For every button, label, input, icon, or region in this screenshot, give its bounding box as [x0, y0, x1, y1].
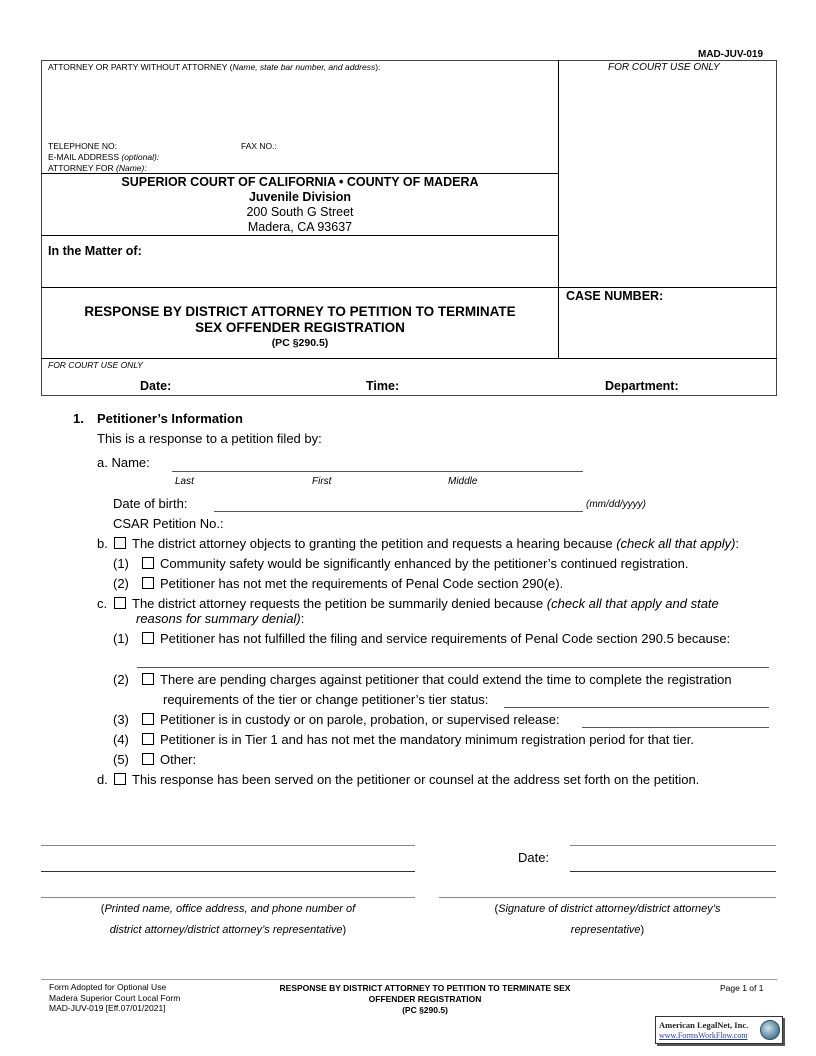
- sig-left-line-3[interactable]: [41, 897, 415, 898]
- item-c4-checkbox[interactable]: [142, 733, 154, 745]
- attorney-for-label: ATTORNEY FOR (Name):: [48, 163, 147, 173]
- title-block: [41, 304, 559, 350]
- item-c4-number: (4): [113, 732, 129, 747]
- item-b1-number: (1): [113, 556, 129, 571]
- item-d-letter: d.: [97, 772, 108, 787]
- form-id: MAD-JUV-019: [698, 49, 764, 60]
- legalnet-logo[interactable]: [655, 1016, 783, 1044]
- item-c1-checkbox[interactable]: [142, 632, 154, 644]
- footer-adopted: Form Adopted for Optional Use: [49, 982, 167, 992]
- name-middle-caption: Middle: [448, 476, 478, 487]
- sig-left-caption: (Printed name, office address, and phone number of district attorney/district attorney’s representative): [100, 903, 356, 936]
- logo-name: American LegalNet, Inc.: [659, 1020, 749, 1030]
- name-last-caption: Last: [175, 476, 194, 487]
- court-street: 200 South G Street: [246, 205, 354, 219]
- item-c5-number: (5): [113, 752, 129, 767]
- email-label: E-MAIL ADDRESS (optional):: [48, 152, 160, 162]
- name-field[interactable]: [172, 471, 583, 472]
- sig-left-line-1[interactable]: [41, 845, 415, 846]
- section-heading: Petitioner’s Information: [97, 411, 243, 426]
- divider-court: [41, 173, 559, 174]
- item-c3-text: Petitioner is in custody or on parole, probation, or supervised release:: [160, 712, 560, 727]
- title-line-2: SEX OFFENDER REGISTRATION: [195, 320, 405, 335]
- item-c1-text: Petitioner has not fulfilled the filing and service requirements of Penal Code section 290.5 because:: [160, 631, 731, 646]
- sig-left-line-2[interactable]: [41, 871, 415, 872]
- item-c1-reason-field[interactable]: [137, 667, 769, 668]
- fax-label: FAX NO.:: [241, 141, 277, 151]
- sig-right-caption: (Signature of district attorney/district attorney’s representative): [494, 903, 721, 936]
- item-b-letter: b.: [97, 536, 108, 551]
- footer-local: Madera Superior Court Local Form: [49, 992, 181, 1003]
- court-use-only-2: FOR COURT USE ONLY: [48, 360, 143, 370]
- item-b-text: The district attorney objects to granting the petition and requests a hearing because (check all that apply):: [132, 536, 740, 551]
- item-c3-field[interactable]: [582, 727, 769, 728]
- item-d-text: This response has been served on the petitioner or counsel at the address set forth on the petition.: [132, 772, 700, 787]
- logo-url: www.FormsWorkFlow.com: [659, 1031, 748, 1040]
- divider-title: [41, 287, 777, 288]
- footer-rule: [41, 979, 777, 980]
- court-city: Madera, CA 93637: [247, 220, 353, 234]
- hearing-time-label: Time:: [366, 379, 400, 393]
- sig-date-field[interactable]: [570, 871, 776, 872]
- item-c2-checkbox[interactable]: [142, 673, 154, 685]
- item-c-checkbox[interactable]: [114, 597, 126, 609]
- footer-title: RESPONSE BY DISTRICT ATTORNEY TO PETITION TO TERMINATE SEX OFFENDER REGISTRATION (PC §290.5): [279, 983, 571, 1015]
- section-intro: This is a response to a petition filed by:: [97, 431, 322, 446]
- title-code: (PC §290.5): [271, 337, 329, 349]
- item-c3-checkbox[interactable]: [142, 713, 154, 725]
- name-label: a. Name:: [97, 455, 150, 470]
- court-name: SUPERIOR COURT OF CALIFORNIA • COUNTY OF MADERA: [121, 175, 479, 189]
- item-c1-number: (1): [113, 631, 129, 646]
- dob-field[interactable]: [214, 511, 583, 512]
- title-line-1: RESPONSE BY DISTRICT ATTORNEY TO PETITION TO TERMINATE: [84, 304, 516, 319]
- item-b1-text: Community safety would be significantly enhanced by the petitioner’s continued registration.: [160, 556, 689, 571]
- section-number: 1.: [73, 411, 84, 426]
- item-c-letter: c.: [97, 596, 108, 611]
- dob-label: Date of birth:: [113, 496, 188, 511]
- court-use-only: FOR COURT USE ONLY: [608, 62, 720, 73]
- item-b1-checkbox[interactable]: [142, 557, 154, 569]
- item-c5-checkbox[interactable]: [142, 753, 154, 765]
- court-block: [41, 175, 559, 235]
- hearing-date-label: Date:: [140, 379, 172, 393]
- footer-form-eff: MAD-JUV-019 [Eff.07/01/2021]: [49, 1003, 166, 1013]
- item-c2-text: There are pending charges against petitioner that could extend the time to complete the registration: [160, 672, 732, 687]
- hearing-department-label: Department:: [605, 379, 679, 393]
- csar-label: CSAR Petition No.:: [113, 516, 224, 531]
- item-b2-checkbox[interactable]: [142, 577, 154, 589]
- item-c4-text: Petitioner is in Tier 1 and has not met the mandatory minimum registration period for that tier.: [160, 732, 694, 747]
- item-d-checkbox[interactable]: [114, 773, 126, 785]
- footer-page: Page 1 of 1: [720, 983, 764, 993]
- matter-label: In the Matter of:: [48, 244, 142, 258]
- globe-icon: [760, 1020, 780, 1040]
- item-b2-text: Petitioner has not met the requirements of Penal Code section 290(e).: [160, 576, 564, 591]
- item-c5-text: Other:: [160, 752, 197, 767]
- item-c-text-cont: reasons for summary denial):: [136, 611, 305, 626]
- item-c2-text-cont: requirements of the tier or change petitioner’s tier status:: [163, 692, 489, 707]
- name-first-caption: First: [312, 476, 332, 487]
- sig-signature-line[interactable]: [439, 897, 776, 898]
- item-c3-number: (3): [113, 712, 129, 727]
- footer-left: [49, 982, 180, 1014]
- dob-format: (mm/dd/yyyy): [586, 499, 646, 510]
- item-c-text: The district attorney requests the petition be summarily denied because (check all that apply and state: [132, 596, 719, 611]
- item-b-checkbox[interactable]: [114, 537, 126, 549]
- sig-date-line-top: [570, 845, 776, 846]
- case-number-label: CASE NUMBER:: [566, 289, 664, 303]
- sig-date-label: Date:: [518, 850, 550, 865]
- telephone-label: TELEPHONE NO:: [48, 141, 117, 151]
- item-c2-number: (2): [113, 672, 129, 687]
- divider-matter: [41, 235, 559, 236]
- attorney-label: ATTORNEY OR PARTY WITHOUT ATTORNEY (Name, state bar number, and address):: [48, 62, 381, 72]
- divider-hearing: [41, 358, 777, 359]
- item-c2-field[interactable]: [504, 707, 769, 708]
- item-b2-number: (2): [113, 576, 129, 591]
- court-division: Juvenile Division: [248, 190, 352, 204]
